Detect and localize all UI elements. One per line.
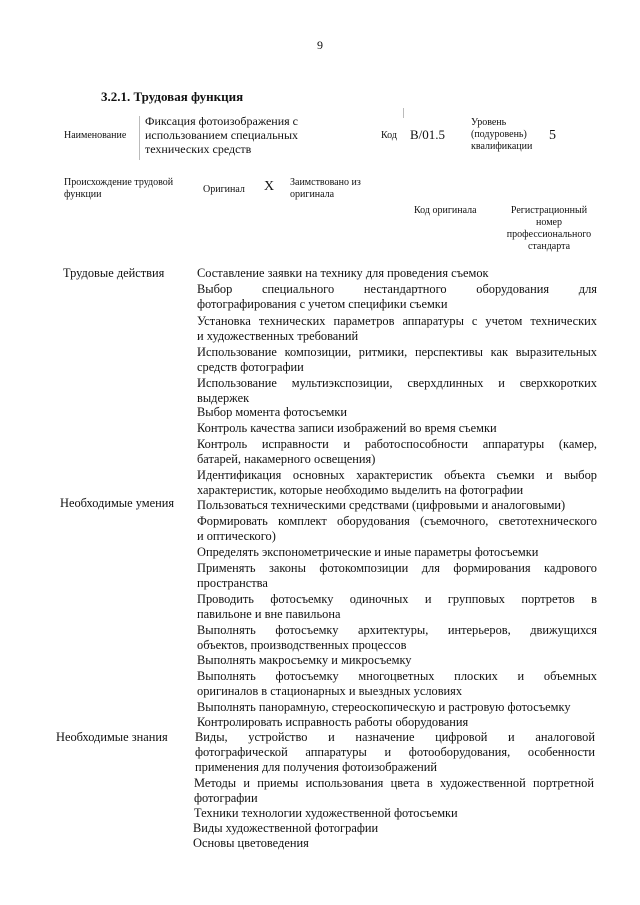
borrowed-label: Заимствовано из оригинала — [290, 177, 361, 200]
skill-item-cont: пространства — [197, 576, 268, 590]
action-item: Выбор момента фотосъемки — [197, 405, 348, 419]
page-number: 9 — [317, 38, 323, 52]
skill-item-cont: объектов, производственных процессов — [197, 638, 407, 652]
skill-item: Выполнять макросъемку и микросъемку — [197, 653, 412, 667]
action-item: Установка технических параметров аппаратуры с учетом технических — [197, 314, 597, 328]
level-value: 5 — [549, 128, 556, 143]
action-item: Составление заявки на технику для проведения съемок — [197, 266, 489, 280]
skill-item: Проводить фотосъемку одиночных и групповых портретов в — [197, 592, 597, 606]
skill-item: Пользоваться техническими средствами (цифровыми и аналоговыми) — [197, 498, 566, 512]
code-label: Код — [381, 130, 397, 141]
knowledge-item: Виды художественной фотографии — [193, 821, 379, 835]
code-original-label: Код оригинала — [414, 205, 477, 216]
skill-item-cont: павильоне и вне павильона — [197, 607, 341, 621]
action-item: Контроль качества записи изображений во время съемки — [197, 421, 497, 435]
code-value: B/01.5 — [410, 127, 446, 142]
level-label: Уровень (подуровень) квалификации — [471, 117, 533, 152]
skill-item: Выполнять фотосъемку архитектуры, интерьеров, движущихся — [197, 623, 597, 637]
knowledge-item: Методы и приемы использования цвета в художественной портретной — [194, 776, 594, 790]
skill-item: Применять законы фотокомпозиции для формирования кадрового — [197, 561, 597, 575]
skill-item: Выполнять фотосъемку многоцветных плоских и объемных — [197, 669, 597, 683]
name-label: Наименование — [64, 130, 127, 141]
action-item-cont: характеристик, которые необходимо выделить на фотографии — [197, 483, 524, 497]
action-item-cont: и художественных требований — [197, 329, 359, 343]
skill-item: Выполнять панорамную, стереоскопическую и растровую фотосъемку — [197, 700, 571, 714]
knowledge-item-cont: фотографии — [194, 791, 258, 805]
knowledge-item-cont: применения для получения фотоизображений — [195, 760, 438, 774]
action-item: Контроль исправности и работоспособности аппаратуры (камер, — [197, 437, 597, 451]
action-item-cont: батарей, накамерного освещения) — [197, 452, 376, 466]
knowledge-item: Техники технологии художественной фотосъемки — [194, 806, 458, 820]
action-item-cont: средств фотографии — [197, 360, 304, 374]
faint-border — [403, 108, 404, 118]
knowledge-item: Основы цветоведения — [193, 836, 309, 850]
knowledge-item: Виды, устройство и назначение цифровой и аналоговой — [195, 730, 595, 744]
action-item-cont: фотографирования с учетом специфики съемки — [197, 297, 448, 311]
function-name: Фиксация фотоизображения с использованием специальных технических средств — [145, 114, 299, 156]
labor-actions-label: Трудовые действия — [63, 266, 165, 280]
action-item-cont: выдержек — [197, 391, 250, 405]
skill-item: Контролировать исправность работы оборудования — [197, 715, 469, 729]
faint-border — [139, 116, 140, 160]
knowledge-item-cont: фотографической аппаратуры и фотооборудования, особенности — [195, 745, 595, 759]
registration-number-label: Регистрационный номер профессионального стандарта — [506, 205, 592, 252]
action-item: Идентификация основных характеристик объекта съемки и выбор — [197, 468, 597, 482]
action-item: Использование мультиэкспозиции, сверхдлинных и сверхкоротких — [197, 376, 597, 390]
required-knowledge-label: Необходимые знания — [56, 730, 168, 744]
skill-item: Формировать комплект оборудования (съемочного, светотехнического — [197, 514, 597, 528]
skill-item-cont: и оптического) — [197, 529, 276, 543]
skill-item-cont: оригиналов в стационарных и выездных условиях — [197, 684, 463, 698]
original-mark: X — [264, 179, 275, 194]
required-skills-label: Необходимые умения — [60, 496, 175, 510]
original-label: Оригинал — [203, 184, 245, 195]
section-title: 3.2.1. Трудовая функция — [101, 89, 244, 104]
skill-item: Определять экспонометрические и иные параметры фотосъемки — [197, 545, 539, 559]
action-item: Использование композиции, ритмики, перспективы как выразительных — [197, 345, 597, 359]
origin-label: Происхождение трудовой функции — [64, 177, 174, 200]
action-item: Выбор специального нестандартного оборудования для — [197, 282, 597, 296]
